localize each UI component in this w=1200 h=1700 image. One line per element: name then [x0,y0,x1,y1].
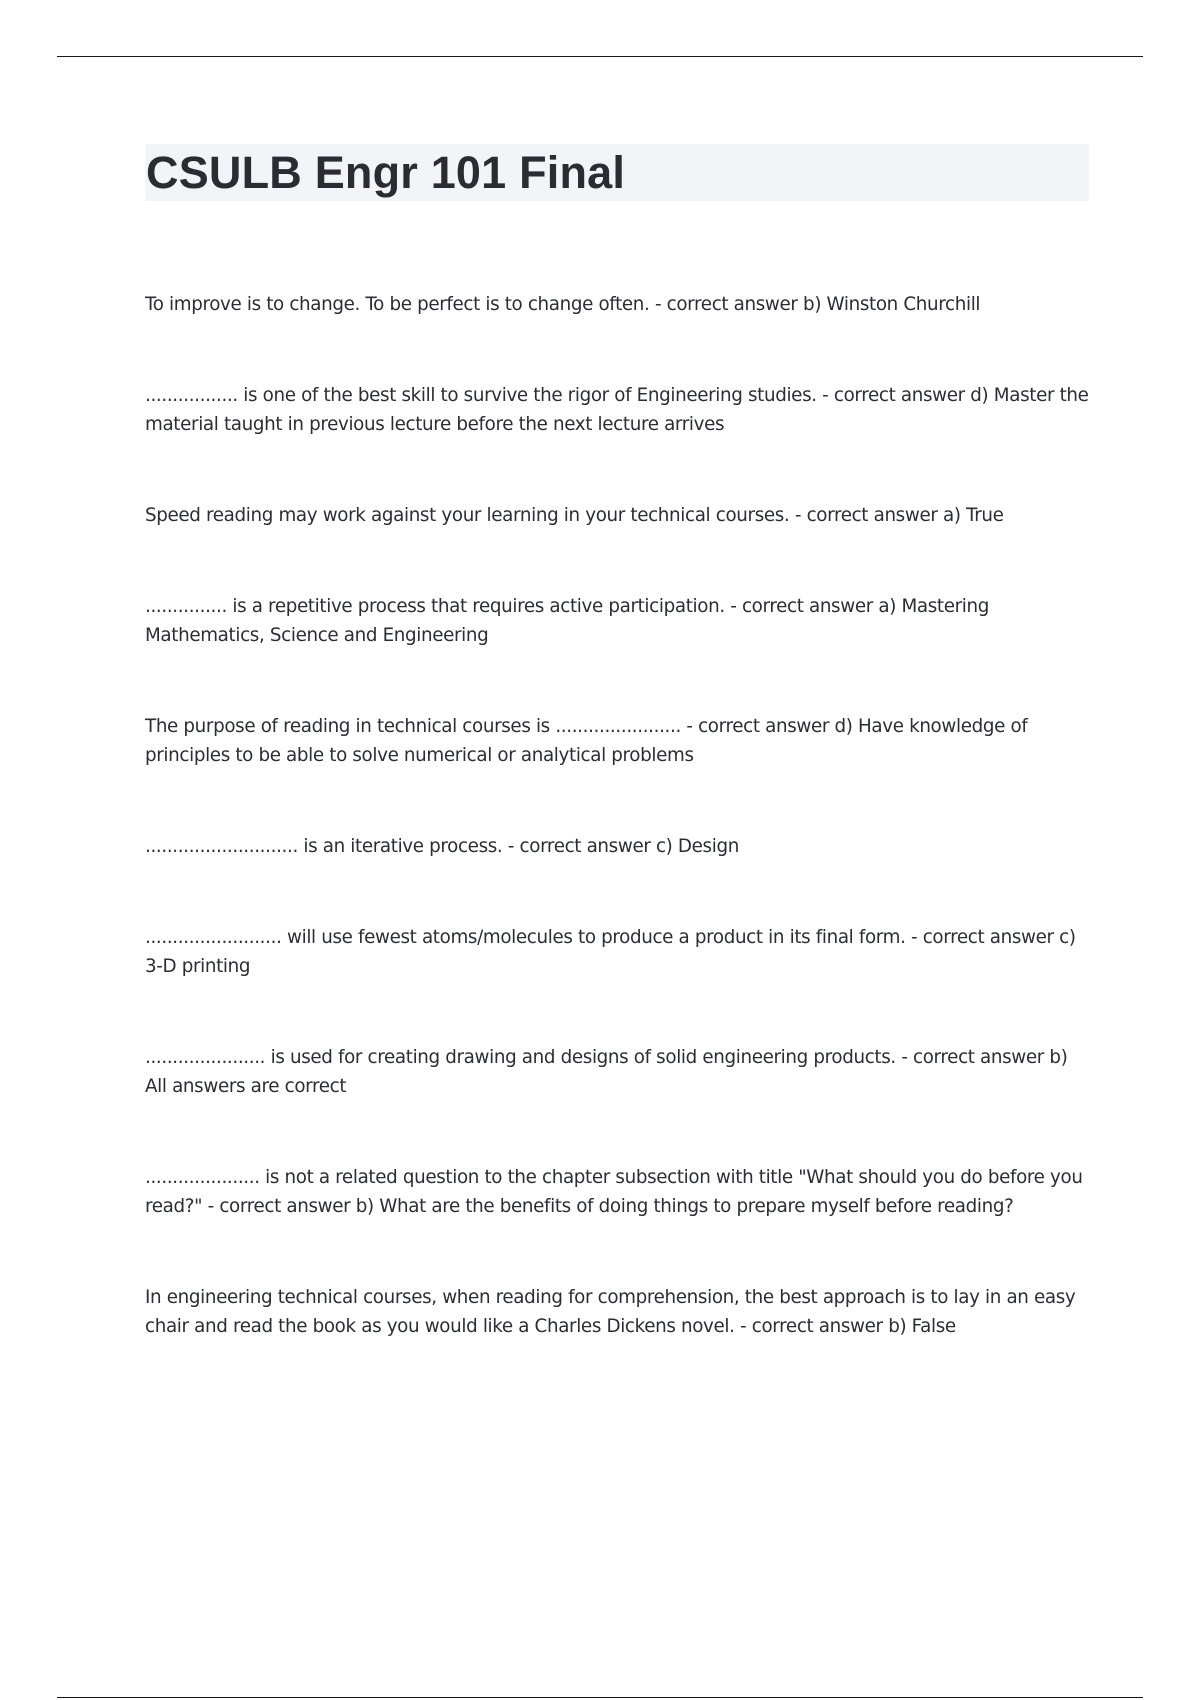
bottom-divider [57,1697,1143,1698]
top-divider [57,56,1143,57]
qa-item: ................. is one of the best skill to survive the rigor of Engineering studies. - correct answer d) Master the material taught in previous lecture before the next lecture arrives [145,385,1089,435]
qa-item: ............... is a repetitive process that requires active participation. - correct answer a) Mastering Mathematics, Science and Engineering [145,596,990,646]
qa-item: In engineering technical courses, when reading for comprehension, the best approach is to lay in an easy chair and read the book as you would like a Charles Dickens novel. - correct answer b) False [145,1287,1076,1337]
page-title: CSULB Engr 101 Final [146,147,626,198]
qa-item: The purpose of reading in technical courses is ....................... - correct answer d) Have knowledge of principles to be able to solve numerical or analytical problems [145,716,1028,766]
qa-item: ...................... is used for creating drawing and designs of solid engineering products. - correct answer b) All answers are correct [145,1047,1068,1097]
qa-item: ......................... will use fewest atoms/molecules to produce a product in its final form. - correct answer c) 3-D printing [145,927,1076,977]
qa-item: ..................... is not a related question to the chapter subsection with title "What should you do before you read?" - correct answer b) What are the benefits of doing things to prepare myself before reading? [145,1167,1083,1217]
qa-item: To improve is to change. To be perfect is to change often. - correct answer b) Winston Churchill [145,294,981,315]
question-answer-list [145,290,1090,1341]
qa-item: Speed reading may work against your learning in your technical courses. - correct answer a) True [145,505,1004,526]
qa-item: ............................ is an iterative process. - correct answer c) Design [145,836,739,857]
